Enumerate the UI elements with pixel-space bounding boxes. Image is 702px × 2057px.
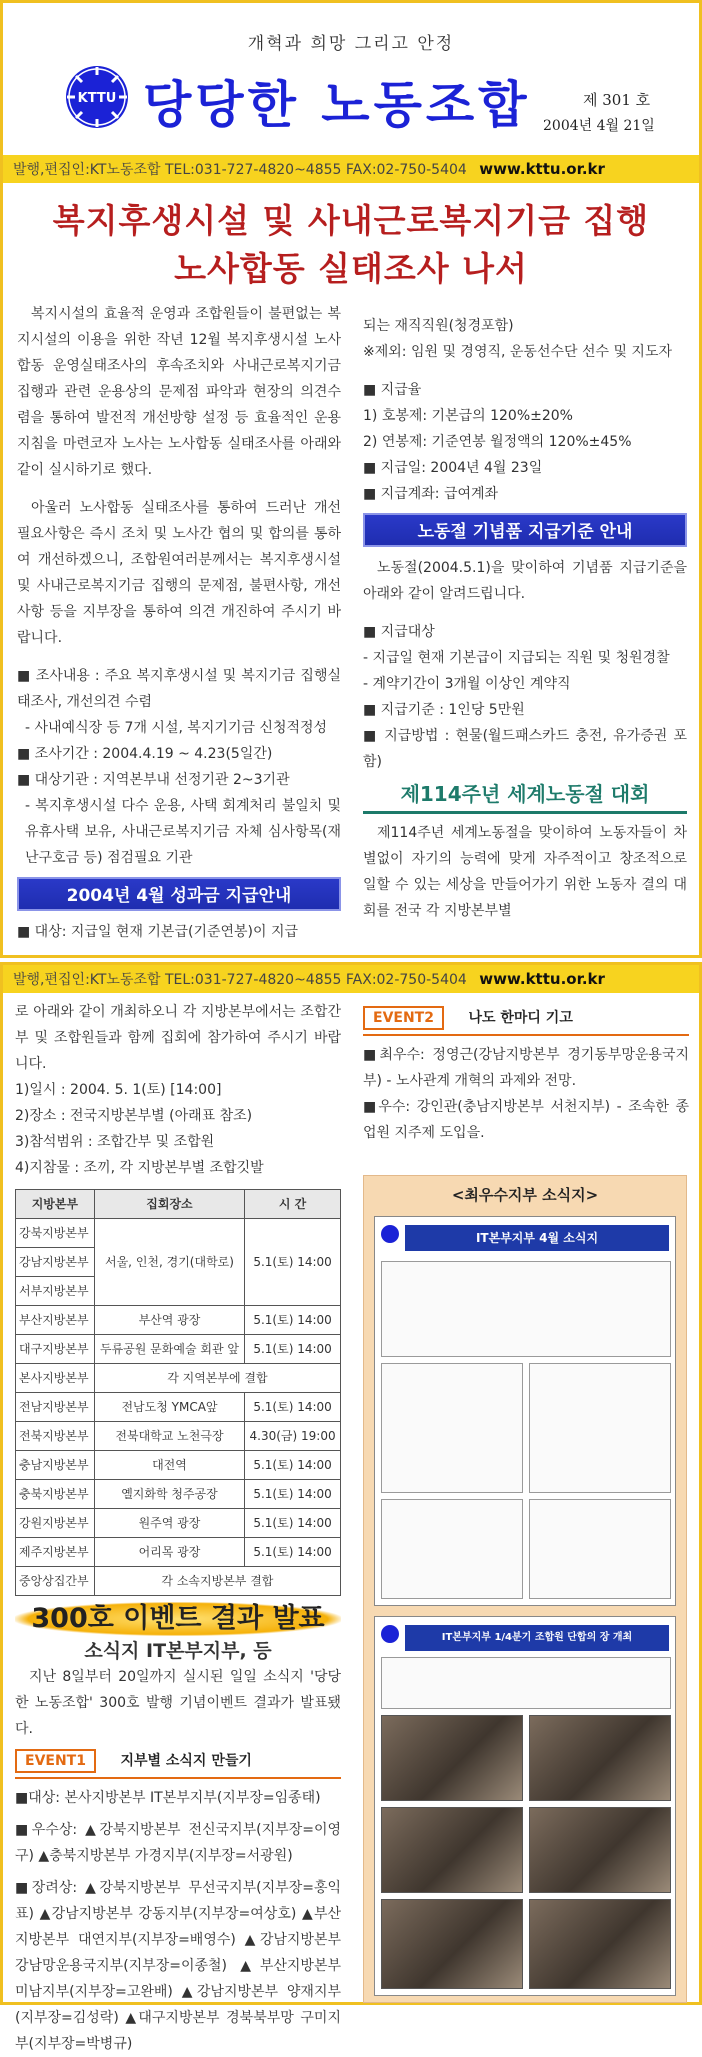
list-item: 1)일시 : 2004. 5. 1(토) [14:00] xyxy=(15,1082,222,1098)
masthead-slogan: 개혁과 희망 그리고 안정 xyxy=(247,34,455,54)
table-header: 집회장소 xyxy=(94,1190,244,1219)
table-cell: 전북지방본부 xyxy=(16,1422,95,1451)
newsletter-section xyxy=(529,1499,671,1599)
list-item: - 지급일 현재 기본급이 지급되는 직원 및 청원경찰 xyxy=(363,650,670,666)
table-cell: 대구지방본부 xyxy=(16,1335,95,1364)
table-row xyxy=(16,1364,341,1393)
publisher-info: 발행,편집인:KT노동조합 TEL:031-727-4820~4855 FAX:02-750-5404 xyxy=(13,162,467,178)
headline-line-1: 복지후생시설 및 사내근로복지기금 집행 xyxy=(52,201,650,240)
table-cell: 강북지방본부 xyxy=(16,1219,95,1248)
table-cell: 충북지방본부 xyxy=(16,1480,95,1509)
issue-date: 2004년 4월 21일 xyxy=(543,118,655,134)
headline-line-2: 노사합동 실태조사 나서 xyxy=(174,249,528,288)
labor-day-gift-banner: 노동절 기념품 지급기준 안내 xyxy=(363,513,687,547)
newsletter-page-1-image xyxy=(374,1216,676,1606)
award-item: ■최우수: 정영근(강남지방본부 경기동부망운용국지부) - 노사관계 개혁의 과제와 전망. xyxy=(363,1047,689,1089)
table-cell: 두류공원 문화예술 회관 앞 xyxy=(94,1335,244,1364)
article-paragraph: 아울러 노사합동 실태조사를 통하여 드러난 개선 필요사항은 즉시 조치 및 노사간 협의 및 합의를 통하여 개선하겠으니, 조합원여러분께서는 복지후생시설 및 사내근로복지기금 집행의 문제점, 불편사항, 개선사항 등을 지부장을 통하여 의견 개진하여 주시기 바랍니다. xyxy=(17,500,341,646)
table-cell: 5.1(토) 14:00 xyxy=(245,1509,341,1538)
newsletter-section xyxy=(381,1657,671,1709)
event2-tag: EVENT2 xyxy=(363,1006,444,1030)
list-item: 2)장소 : 전국지방본부별 (아래표 참조) xyxy=(15,1108,253,1124)
best-newsletter-title: <최우수지부 소식지> xyxy=(451,1186,599,1204)
table-cell: 전남지방본부 xyxy=(16,1393,95,1422)
table-cell: 원주역 광장 xyxy=(94,1509,244,1538)
table-row xyxy=(16,1480,341,1509)
table-cell: 서울, 인천, 경기(대학로) xyxy=(94,1219,244,1306)
table-cell: 부산지방본부 xyxy=(16,1306,95,1335)
site-link[interactable]: www.kttu.or.kr xyxy=(479,160,605,178)
rally-schedule-table xyxy=(15,1189,341,1596)
table-row xyxy=(16,1538,341,1567)
table-row xyxy=(16,1451,341,1480)
table-cell: 대전역 xyxy=(94,1451,244,1480)
event-result-title: 300호 이벤트 결과 발표 xyxy=(15,1602,341,1636)
table-cell: 전남도청 YMCA앞 xyxy=(94,1393,244,1422)
rally-photo xyxy=(529,1715,671,1801)
table-cell: 어리목 광장 xyxy=(94,1538,244,1567)
newsletter-page-2-title: IT본부지부 1/4분기 조합원 단합의 장 개최 xyxy=(405,1625,669,1651)
table-row xyxy=(16,1306,341,1335)
award-item: ■대상: 본사지방본부 IT본부지부(지부장=임종태) xyxy=(15,1790,321,1806)
masthead xyxy=(3,3,699,151)
list-item: ■ 대상: 지급일 현재 기본급(기준연봉)이 지급 xyxy=(17,924,299,940)
newspaper-title: 당당한 노동조합 xyxy=(143,76,531,134)
table-cell: 5.1(토) 14:00 xyxy=(245,1393,341,1422)
table-cell: 5.1(토) 14:00 xyxy=(245,1335,341,1364)
newsletter-section xyxy=(381,1363,523,1493)
page1-right-column xyxy=(363,313,687,924)
rally-photo xyxy=(381,1807,523,1893)
table-cell: 5.1(토) 14:00 xyxy=(245,1306,341,1335)
page-1 xyxy=(0,0,702,958)
list-item: ■ 대상기관 : 지역본부내 선정기관 2~3기관 xyxy=(17,772,290,788)
table-cell: 강원지방본부 xyxy=(16,1509,95,1538)
table-cell: 옐지화학 청주공장 xyxy=(94,1480,244,1509)
table-cell: 서부지방본부 xyxy=(16,1277,95,1306)
issue-number: 제 301 호 xyxy=(583,91,651,109)
table-row xyxy=(16,1335,341,1364)
list-item: - 복지후생시설 다수 운용, 사택 회계처리 불일치 및 유휴사택 보유, 사내근로복지기금 자체 심사항목(재난구호금 등) 점검필요 기관 xyxy=(25,798,341,866)
bonus-banner: 2004년 4월 성과금 지급안내 xyxy=(17,877,341,911)
event1-tag: EVENT1 xyxy=(15,1749,96,1773)
event1-header xyxy=(15,1748,341,1779)
list-item: 1) 호봉제: 기본급의 120%±20% xyxy=(363,408,573,424)
article-paragraph: 로 아래와 같이 개최하오니 각 지방본부에서는 조합간부 및 조합원들과 함께 집회에 참가하여 주시기 바랍니다. xyxy=(15,1004,341,1072)
page2-left-column xyxy=(15,999,341,2057)
table-cell: 본사지방본부 xyxy=(16,1364,95,1393)
labor-day-rally-heading: 제114주년 세계노동절 대회 xyxy=(363,781,687,814)
list-item: - 사내예식장 등 7개 시설, 복지기기금 신청적정성 xyxy=(25,720,328,736)
event2-header xyxy=(363,1005,689,1036)
newsletter-page-2-image xyxy=(374,1616,676,1996)
rally-photo xyxy=(529,1899,671,1989)
article-paragraph: 노동절(2004.5.1)을 맞이하여 기념품 지급기준을 아래와 같이 알려드립니다. xyxy=(363,560,687,602)
table-cell: 각 지역본부에 결합 xyxy=(94,1364,340,1393)
article-paragraph: ※제외: 임원 및 경영직, 운동선수단 선수 및 지도자 xyxy=(363,344,673,360)
table-row xyxy=(16,1509,341,1538)
table-cell: 각 소속지방본부 결합 xyxy=(94,1567,340,1596)
list-item: 2) 연봉제: 기준연봉 월정액의 120%±45% xyxy=(363,434,632,450)
kttu-logo-icon xyxy=(65,65,129,129)
table-cell: 강남지방본부 xyxy=(16,1248,95,1277)
page2-right-column xyxy=(363,999,689,1146)
newsletter-section xyxy=(381,1261,671,1357)
list-item: ■ 조사내용 : 주요 복지후생시설 및 복지기금 집행실태조사, 개선의견 수렴 xyxy=(17,668,341,710)
list-item: ■ 지급계좌: 급여계좌 xyxy=(363,486,499,502)
kttu-logo-icon xyxy=(381,1225,399,1243)
table-cell: 5.1(토) 14:00 xyxy=(245,1451,341,1480)
logo-text: KTTU xyxy=(77,91,117,106)
table-cell: 5.1(토) 14:00 xyxy=(245,1219,341,1306)
award-item: ■장려상: ▲강북지방본부 무선국지부(지부장=홍익표) ▲강남지방본부 강동지부(지부장=여상호) ▲부산지방본부 대연지부(지부장=배영수) ▲강남지방본부 강남망운용국지부(지부장=이종철) ▲부산지방본부 미남지부(지부장=고완배) ▲강남지방본부 양재지부(지부장=김성락) ▲대구지방본부 경북북부망 구미지부(지부장=박병규) xyxy=(15,1880,341,2052)
list-item: - 계약기간이 3개월 이상인 계약직 xyxy=(363,676,571,692)
newsletter-section xyxy=(529,1363,671,1493)
list-item: ■ 지급대상 xyxy=(363,624,435,640)
page-2 xyxy=(0,962,702,2052)
list-item: 4)지참물 : 조끼, 각 지방본부별 조합깃발 xyxy=(15,1160,264,1176)
award-item: ■우수: 강인관(충남지방본부 서천지부) - 조속한 종업원 지주제 도입을. xyxy=(363,1099,689,1141)
article-paragraph: 지난 8일부터 20일까지 실시된 일일 소식지 '당당한 노동조합' 300호 발행 기념이벤트 결과가 발표됐다. xyxy=(15,1669,341,1737)
list-item: ■ 조사기간 : 2004.4.19 ~ 4.23(5일간) xyxy=(17,746,273,762)
site-link[interactable]: www.kttu.or.kr xyxy=(479,970,605,988)
list-item: ■ 지급방법 : 현물(월드패스카드 충전, 유가증권 포함) xyxy=(363,728,687,770)
list-item: ■ 지급일: 2004년 4월 23일 xyxy=(363,460,543,476)
newsletter-section xyxy=(381,1499,523,1599)
table-cell: 부산역 광장 xyxy=(94,1306,244,1335)
table-cell: 5.1(토) 14:00 xyxy=(245,1480,341,1509)
table-row xyxy=(16,1422,341,1451)
table-cell: 4.30(금) 19:00 xyxy=(245,1422,341,1451)
article-paragraph: 되는 재직직원(청경포함) xyxy=(363,318,514,334)
newsletter-page-1-title: IT본부지부 4월 소식지 xyxy=(405,1225,669,1251)
page1-left-column xyxy=(17,301,341,945)
table-row xyxy=(16,1219,341,1248)
table-cell: 제주지방본부 xyxy=(16,1538,95,1567)
table-row xyxy=(16,1393,341,1422)
kttu-logo-icon xyxy=(381,1625,399,1643)
publisher-info: 발행,편집인:KT노동조합 TEL:031-727-4820~4855 FAX:02-750-5404 xyxy=(13,972,467,988)
table-cell: 충남지방본부 xyxy=(16,1451,95,1480)
rally-photo xyxy=(381,1715,523,1801)
publisher-bar xyxy=(3,965,699,993)
rally-photo xyxy=(381,1899,523,1989)
table-header-row xyxy=(16,1190,341,1219)
article-paragraph: 제114주년 세계노동절을 맞이하여 노동자들이 차별없이 자기의 능력에 맞게 자주적이고 창조적으로 일할 수 있는 세상을 만들어가기 위한 노동자 결의 대회를 전국 각 지방본부별 xyxy=(363,825,687,919)
event1-title: 지부별 소식지 만들기 xyxy=(120,1753,252,1769)
best-newsletter-box xyxy=(363,1175,687,2003)
list-item: ■ 지급율 xyxy=(363,382,422,398)
table-header: 지방본부 xyxy=(16,1190,95,1219)
table-header: 시 간 xyxy=(245,1190,341,1219)
award-item: ■우수상: ▲강북지방본부 전신국지부(지부장=이영구) ▲충북지방본부 가경지부(지부장=서광원) xyxy=(15,1822,341,1864)
publisher-bar xyxy=(3,155,699,183)
table-row xyxy=(16,1567,341,1596)
article-paragraph: 복지시설의 효율적 운영과 조합원들이 불편없는 복지시설의 이용을 위한 작년 12월 복지후생시설 노사합동 운영실태조사의 후속조치와 사내근로복지기금 집행과 관련 운용상의 문제점 파악과 현장의 의견수렴을 통하여 발전적 개선방향 설정 등 효율적인 운용지침을 마련코자 노사는 노사합동 실태조사를 아래와 같이 실시하기로 했다. xyxy=(17,306,341,478)
rally-photo xyxy=(529,1807,671,1893)
table-cell: 전북대학교 노천극장 xyxy=(94,1422,244,1451)
list-item: 3)참석범위 : 조합간부 및 조합원 xyxy=(15,1134,215,1150)
list-item: ■ 지급기준 : 1인당 5만원 xyxy=(363,702,525,718)
event-result-subtitle: 소식지 IT본부지부, 등 xyxy=(84,1640,272,1662)
table-cell: 5.1(토) 14:00 xyxy=(245,1538,341,1567)
event2-title: 나도 한마디 기고 xyxy=(468,1010,573,1026)
table-cell: 중앙상집간부 xyxy=(16,1567,95,1596)
